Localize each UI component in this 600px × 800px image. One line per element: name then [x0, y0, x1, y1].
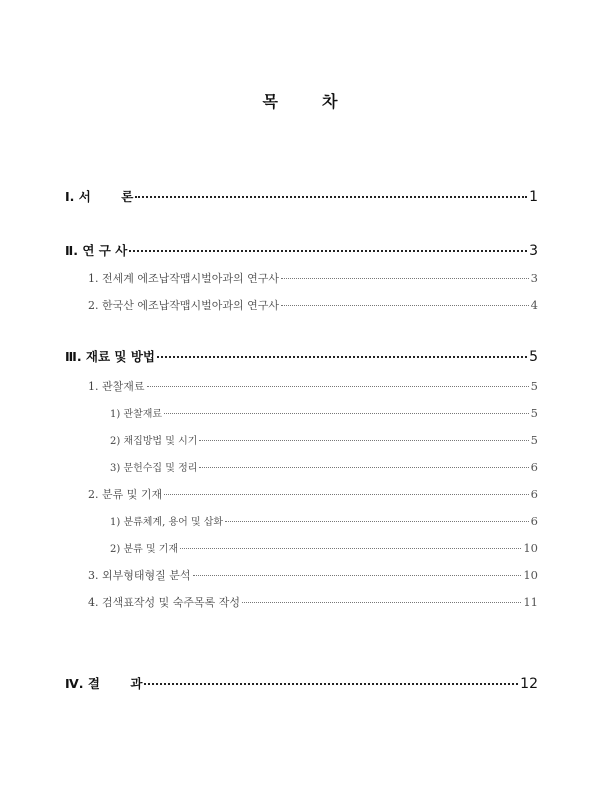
dot-leader: [129, 250, 527, 252]
toc-label: 1. 전세계 에조납작맵시벌아과의 연구사: [88, 272, 279, 285]
dot-leader: [157, 356, 527, 358]
toc-entry-observation-materials[interactable]: [88, 378, 538, 396]
toc-label: Ⅳ. 결 과: [65, 676, 143, 691]
title-left: 목: [262, 92, 278, 111]
toc-entry-literature[interactable]: [110, 459, 538, 477]
toc-label: 3. 외부형태형질 분석: [88, 569, 191, 582]
toc-label: 1) 분류체계, 용어 및 삽화: [110, 517, 224, 528]
toc-label: 1) 관찰재료: [110, 409, 163, 420]
toc-page-number: 6: [530, 487, 538, 501]
toc-page-number: 5: [530, 433, 538, 447]
toc-page-number: 1: [529, 189, 538, 205]
toc-page-number: 4: [530, 298, 538, 312]
dot-leader: [180, 548, 521, 549]
toc-label: Ⅲ. 재료 및 방법: [65, 349, 155, 364]
toc-label: Ⅱ. 연 구 사: [65, 243, 128, 258]
toc-label: 2) 분류 및 기재: [110, 544, 179, 555]
toc-page-number: 5: [530, 406, 538, 420]
toc-page-number: 11: [523, 595, 538, 609]
dot-leader: [147, 386, 529, 387]
dot-leader: [193, 575, 522, 576]
toc-page-number: 3: [530, 271, 538, 285]
toc-entry-results[interactable]: [65, 674, 538, 692]
dot-leader: [281, 305, 529, 306]
toc-page-number: 5: [530, 379, 538, 393]
dot-leader: [225, 521, 529, 522]
toc-entry-classification[interactable]: [88, 486, 538, 504]
dot-leader: [164, 413, 529, 414]
toc-entry-observation-materials-sub[interactable]: [110, 405, 538, 423]
toc-page-number: 6: [530, 460, 538, 474]
toc-page-number: 12: [520, 676, 538, 692]
toc-label: 2) 채집방법 및 시기: [110, 436, 198, 447]
toc-label: 2. 분류 및 기재: [88, 488, 163, 501]
toc-entry-classification-description[interactable]: [110, 540, 538, 558]
dot-leader: [199, 440, 528, 441]
page-title: [0, 89, 600, 112]
toc-entry-key-host-list[interactable]: [88, 594, 538, 612]
toc-entry-research-history[interactable]: [65, 241, 538, 259]
dot-leader: [144, 683, 518, 685]
toc-page-number: 3: [529, 243, 538, 259]
toc-label: Ⅰ. 서 론: [65, 189, 134, 204]
toc-label: 2. 한국산 에조납작맵시벌아과의 연구사: [88, 299, 279, 312]
toc-page-number: 10: [523, 568, 538, 582]
toc-label: 1. 관찰재료: [88, 380, 145, 393]
dot-leader: [281, 278, 529, 279]
toc-entry-materials-methods[interactable]: [65, 347, 538, 365]
title-right: 차: [322, 92, 338, 111]
dot-leader: [242, 602, 521, 603]
toc-label: 4. 검색표작성 및 숙주목록 작성: [88, 596, 240, 609]
toc-entry-introduction[interactable]: [65, 187, 538, 205]
toc-page-number: 6: [530, 514, 538, 528]
toc-page-number: 5: [529, 349, 538, 365]
dot-leader: [135, 196, 527, 198]
dot-leader: [199, 467, 528, 468]
toc-page-number: 10: [523, 541, 538, 555]
dot-leader: [164, 494, 529, 495]
toc-entry-korea-history[interactable]: [88, 297, 538, 315]
toc-entry-collection-method[interactable]: [110, 432, 538, 450]
toc-entry-morphology[interactable]: [88, 567, 538, 585]
toc-entry-taxonomy-terms[interactable]: [110, 513, 538, 531]
toc-label: 3) 문헌수집 및 정리: [110, 463, 198, 474]
toc-entry-world-history[interactable]: [88, 270, 538, 288]
